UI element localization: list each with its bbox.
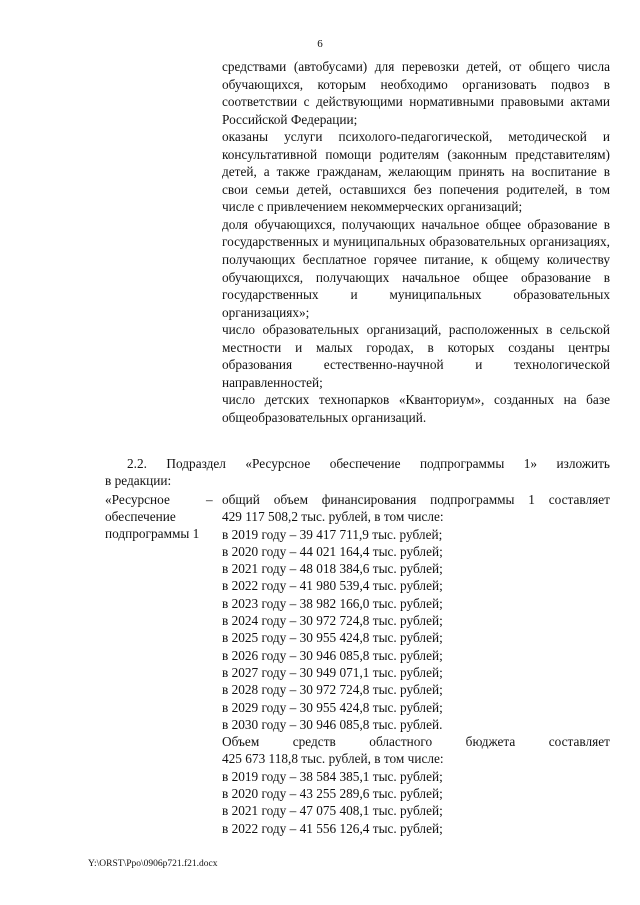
total-year-line: в 2029 году – 30 955 424,8 тыс. рублей;: [222, 699, 443, 715]
resource-label: [105, 491, 205, 542]
regional-year-line: в 2019 году – 38 584 385,1 тыс. рублей;: [222, 768, 443, 784]
total-intro-line: 429 117 508,2 тыс. рублей, в том числе:: [222, 509, 444, 525]
resource-financing: [222, 491, 610, 837]
regional-intro-line: Объем средств областного бюджета составляет: [222, 734, 610, 750]
total-year-line: в 2025 году – 30 955 424,8 тыс. рублей;: [222, 630, 443, 646]
total-year-line: в 2023 году – 38 982 166,0 тыс. рублей;: [222, 595, 443, 611]
indicator-paragraph: число образовательных организаций, расположенных в сельской местности и малых городах, в которых созданы центры образования естественно-научной и технологической направленностей;: [222, 322, 610, 390]
total-year-line: в 2020 году – 44 021 164,4 тыс. рублей;: [222, 543, 443, 559]
resource-label-line: подпрограммы 1: [105, 526, 200, 541]
page-number: 6: [317, 38, 323, 50]
section-heading: [105, 455, 610, 489]
total-year-line: в 2027 году – 30 949 071,1 тыс. рублей;: [222, 664, 443, 680]
indicator-paragraph: средствами (автобусами) для перевозки детей, от общего числа обучающихся, которым необходимо организовать подвоз в соответствии с действующими нормативными правовыми актами Российской Федерации;: [222, 59, 610, 127]
regional-year-line: в 2022 году – 41 556 126,4 тыс. рублей;: [222, 820, 443, 836]
regional-intro-line: 425 673 118,8 тыс. рублей, в том числе:: [222, 751, 444, 767]
total-year-line: в 2019 году – 39 417 711,9 тыс. рублей;: [222, 526, 443, 542]
indicator-paragraph: число детских технопарков «Кванториум», созданных на базе общеобразовательных организаций.: [222, 392, 610, 425]
regional-year-line: в 2020 году – 43 255 289,6 тыс. рублей;: [222, 786, 443, 802]
total-year-line: в 2022 году – 41 980 539,4 тыс. рублей;: [222, 578, 443, 594]
indicators-list: [222, 58, 610, 426]
resource-label-line: «Ресурсное: [105, 492, 170, 507]
resource-label-line: обеспечение: [105, 509, 176, 524]
total-year-line: в 2030 году – 30 946 085,8 тыс. рублей.: [222, 716, 443, 732]
section-heading-line: в редакции:: [105, 473, 172, 488]
indicator-paragraph: доля обучающихся, получающих начальное общее образование в государственных и муниципальных образовательных организациях, получающих бесплатное горячее питание, к общему количеству обучающихся, получающих начальное общее образование в государственных и муниципальных образовательных организациях»;: [222, 216, 610, 320]
label-dash: –: [206, 492, 213, 507]
total-intro-line: общий объем финансирования подпрограммы 1 составляет: [222, 492, 610, 507]
document-file-path: Y:\ORST\Ppo\0906p721.f21.docx: [88, 859, 218, 869]
total-year-line: в 2026 году – 30 946 085,8 тыс. рублей;: [222, 647, 443, 663]
regional-year-line: в 2021 году – 47 075 408,1 тыс. рублей;: [222, 803, 443, 819]
total-year-line: в 2028 году – 30 972 724,8 тыс. рублей;: [222, 682, 443, 698]
total-year-line: в 2021 году – 48 018 384,6 тыс. рублей;: [222, 561, 443, 577]
total-year-line: в 2024 году – 30 972 724,8 тыс. рублей;: [222, 613, 443, 629]
section-heading-line: 2.2. Подраздел «Ресурсное обеспечение подпрограммы 1» изложить: [127, 456, 610, 471]
indicator-paragraph: оказаны услуги психолого-педагогической, методической и консультативной помощи родителям (законным представителям) детей, а также гражданам, желающим принять на воспитание в свои семьи детей, оставшихся без попечения родителей, в том числе с привлечением некоммерческих организаций;: [222, 129, 610, 215]
